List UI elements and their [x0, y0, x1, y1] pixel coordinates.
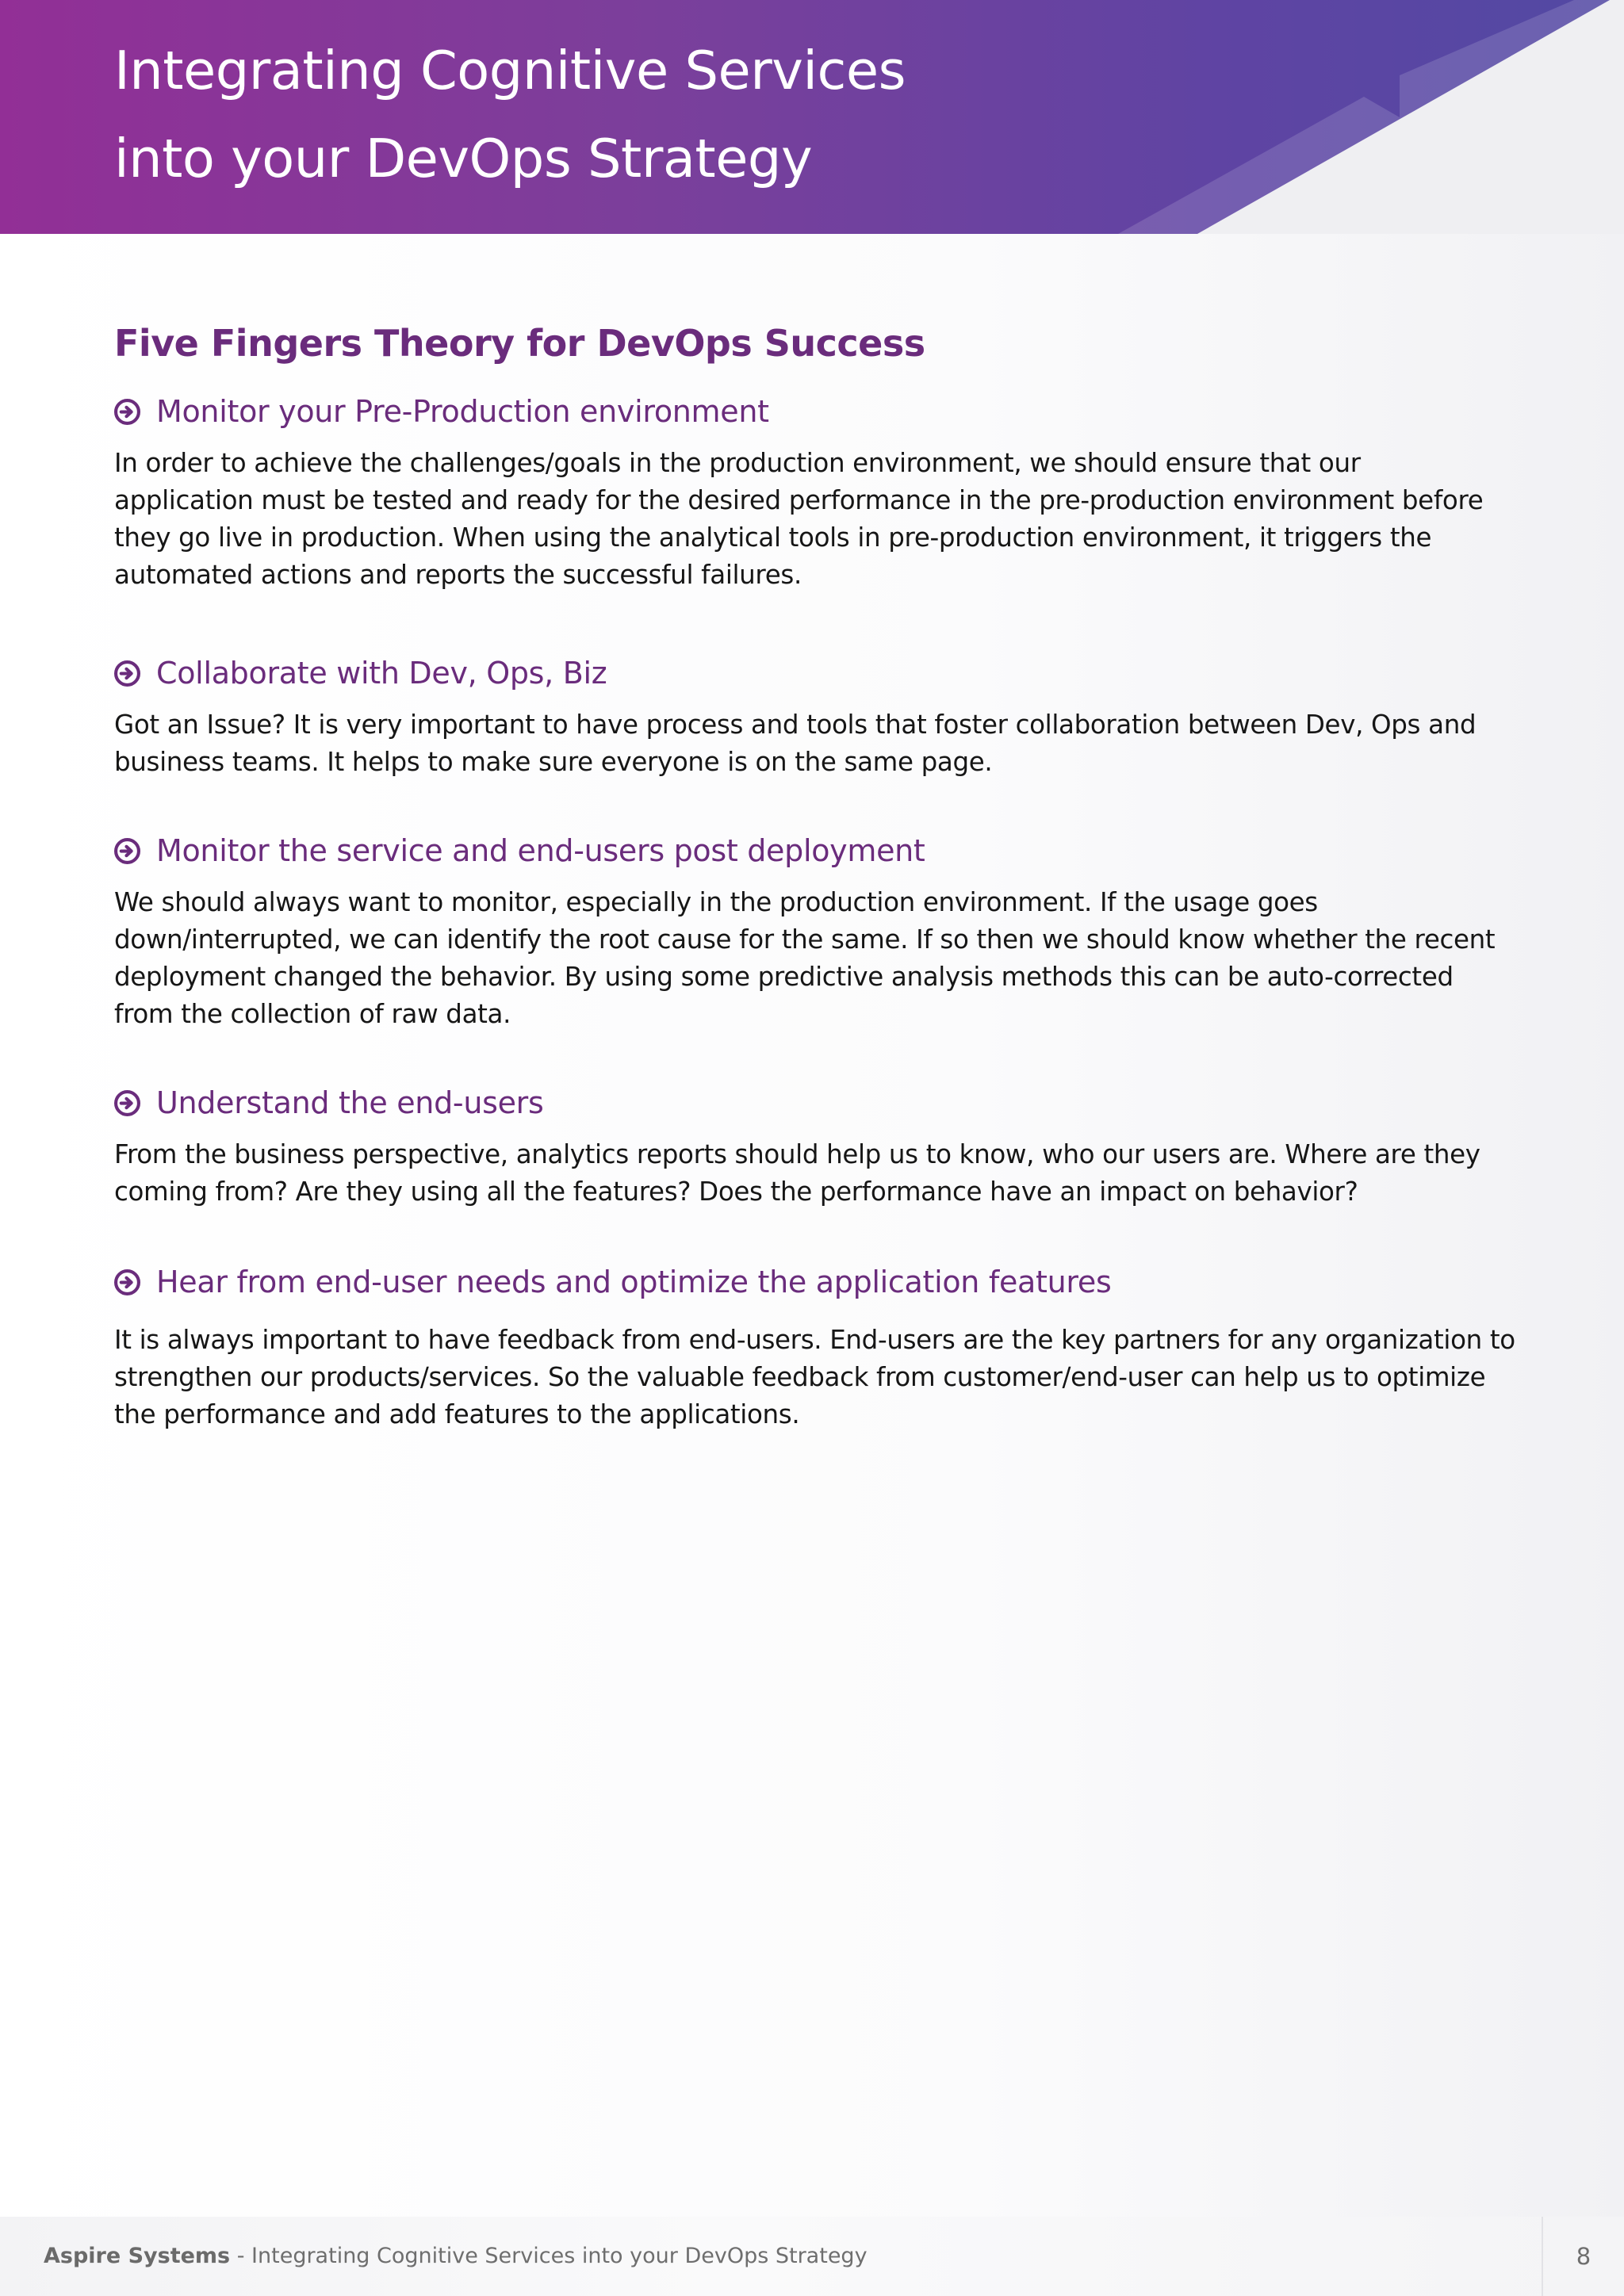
theory-item-5: [114, 1260, 1526, 1433]
body-line: deployment changed the behavior. By using some predictive analysis methods this can be auto-corrected: [114, 962, 1454, 992]
item-heading-row: [114, 1260, 1526, 1304]
body-line: application must be tested and ready for the desired performance in the pre-production environment before: [114, 485, 1484, 515]
theory-item-3: [114, 828, 1526, 1033]
item-heading: Monitor your Pre-Production environment: [156, 394, 769, 429]
body-line: In order to achieve the challenges/goals in the production environment, we should ensure that our: [114, 448, 1361, 478]
item-body: [114, 706, 1526, 781]
document-title-line-2: into your DevOps Strategy: [114, 128, 813, 189]
theory-item-2: [114, 651, 1526, 781]
body-line: It is always important to have feedback from end-users. End-users are the key partners for any organization to: [114, 1325, 1515, 1355]
body-line: automated actions and reports the successful failures.: [114, 560, 802, 590]
circle-arrow-right-icon: [114, 1090, 140, 1116]
footer-document-title: Integrating Cognitive Services into your DevOps Strategy: [251, 2244, 868, 2268]
page-number: 8: [1576, 2243, 1591, 2270]
item-body: [114, 445, 1526, 594]
page-footer: [0, 2217, 1624, 2296]
body-line: From the business perspective, analytics reports should help us to know, who our users are. Where are they: [114, 1139, 1480, 1169]
circle-arrow-right-icon: [114, 399, 140, 425]
footer-separator: -: [230, 2244, 252, 2268]
body-line: the performance and add features to the applications.: [114, 1399, 800, 1429]
footer-caption: [44, 2241, 868, 2272]
body-line: coming from? Are they using all the features? Does the performance have an impact on behavior?: [114, 1177, 1358, 1207]
footer-company: Aspire Systems: [44, 2244, 231, 2268]
body-line: from the collection of raw data.: [114, 999, 511, 1029]
item-heading-row: [114, 1081, 1526, 1125]
item-body: [114, 884, 1526, 1033]
item-body: [114, 1136, 1526, 1211]
theory-item-4: [114, 1081, 1526, 1211]
item-body: [114, 1322, 1526, 1433]
circle-arrow-right-icon: [114, 1269, 140, 1295]
body-line: business teams. It helps to make sure everyone is on the same page.: [114, 747, 993, 777]
theory-item-1: [114, 389, 1526, 594]
body-line: they go live in production. When using the analytical tools in pre-production environment, it triggers the: [114, 522, 1432, 553]
item-heading: Understand the end-users: [156, 1085, 544, 1120]
item-heading-row: [114, 651, 1526, 695]
section-title: Five Fingers Theory for DevOps Success: [114, 322, 925, 365]
body-line: Got an Issue? It is very important to have process and tools that foster collaboration between Dev, Ops and: [114, 710, 1477, 740]
main-content: [114, 313, 1526, 1433]
document-title: [114, 27, 906, 203]
circle-arrow-right-icon: [114, 660, 140, 687]
body-line: down/interrupted, we can identify the root cause for the same. If so then we should know whether the recent: [114, 924, 1496, 955]
item-heading: Hear from end-user needs and optimize the application features: [156, 1265, 1112, 1299]
document-title-line-1: Integrating Cognitive Services: [114, 40, 906, 101]
header-banner: [0, 0, 1624, 234]
body-line: We should always want to monitor, especially in the production environment. If the usage goes: [114, 887, 1318, 917]
body-line: strengthen our products/services. So the valuable feedback from customer/end-user can help us to optimize: [114, 1362, 1486, 1392]
item-heading-row: [114, 828, 1526, 873]
circle-arrow-right-icon: [114, 838, 140, 864]
item-heading: Monitor the service and end-users post deployment: [156, 833, 925, 868]
item-heading: Collaborate with Dev, Ops, Biz: [156, 656, 607, 691]
item-heading-row: [114, 389, 1526, 434]
